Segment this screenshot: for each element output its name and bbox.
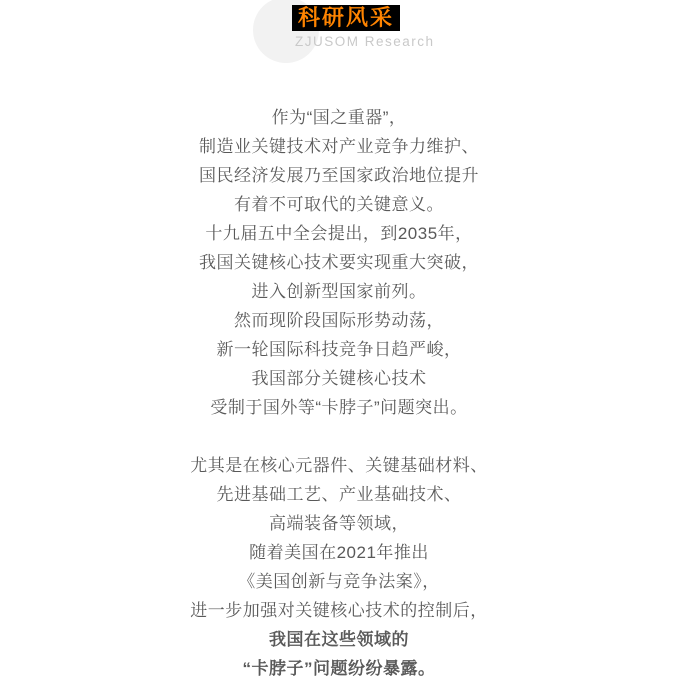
research-subtitle: ZJUSOM Research [295,34,435,49]
article-line: 先进基础工艺、产业基础技术、 [216,485,462,504]
article-line: 我国关键核心技术要实现重大突破， [199,253,479,272]
article-line: 受制于国外等“卡脖子”问题突出。 [210,398,468,417]
article-line: 尤其是在核心元器件、关键基础材料、 [190,456,488,475]
article-line: 随着美国在2021年推出 [249,543,429,562]
article-body [0,103,678,682]
article-line: 国民经济发展乃至国家政治地位提升 [199,166,479,185]
research-badge-label: 科研风采 [298,5,395,30]
article-line: 进一步加强对关键核心技术的控制后， [190,601,488,620]
research-badge [292,5,400,31]
article-line: 作为“国之重器”， [271,108,407,127]
article-line: 十九届五中全会提出，到2035年， [205,224,473,243]
article-line-emphasis: “卡脖子”问题纷纷暴露。 [242,659,436,678]
article-line: 进入创新型国家前列。 [251,282,427,301]
article-line: 有着不可取代的关键意义。 [234,195,444,214]
article-line: 新一轮国际科技竞争日趋严峻， [216,340,462,359]
article-line: 制造业关键技术对产业竞争力维护、 [199,137,479,156]
article-line-emphasis: 我国在这些领域的 [269,630,409,649]
header [0,0,678,63]
paragraph-spacer [0,422,678,451]
article-line: 高端装备等领域， [269,514,409,533]
article-line: 我国部分关键核心技术 [251,369,427,388]
article-line: 《美国创新与竞争法案》， [238,572,440,591]
article-line: 然而现阶段国际形势动荡， [234,311,444,330]
